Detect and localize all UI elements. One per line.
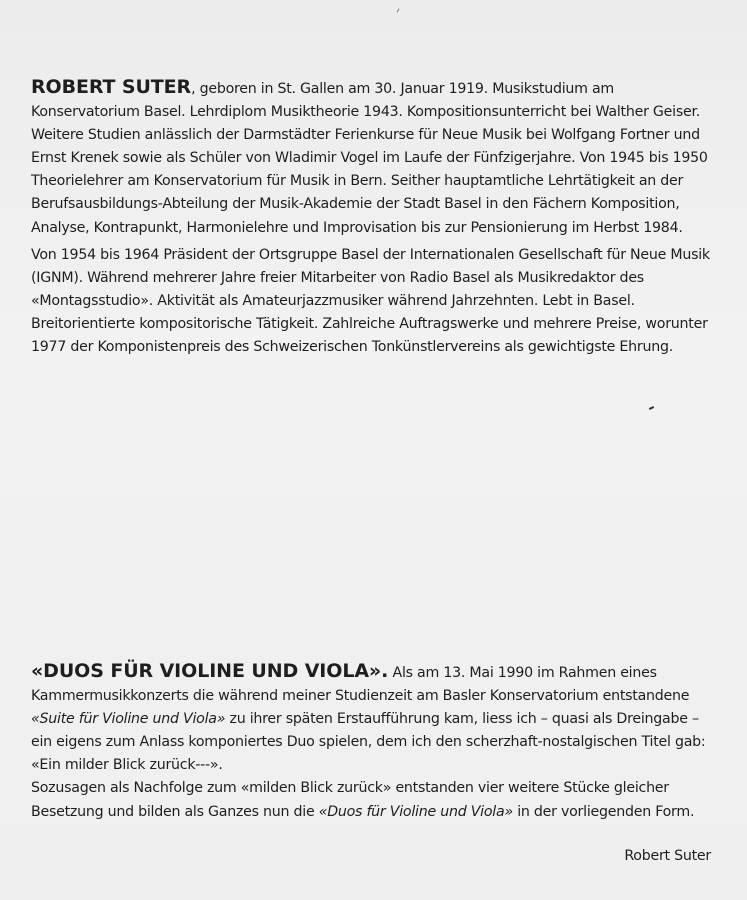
scan-speck — [649, 406, 654, 410]
biography-intro-text: , geboren in St. Gallen am 30. Januar 1919. Musikstudium am Konservatorium Basel. Lehrdiplom Musiktheorie 1943. Kompositionsunterricht bei Walther Geiser. — [31, 81, 700, 121]
duos-paragraph-2 — [31, 777, 721, 823]
duos-paragraph-1 — [31, 660, 721, 777]
duos-text-1: Als am 13. Mai 1990 im Rahmen eines Kammermusikkonzerts die während meiner Studienzeit am Basler Konservatorium entstandene — [31, 665, 690, 705]
duos-text-3: Sozusagen als Nachfolge zum «milden Blick zurück» entstanden vier weitere Stücke gleicher Besetzung und bilden als Ganzes nun die — [31, 780, 669, 820]
biography-section — [31, 76, 721, 363]
duos-text-4: in der vorliegenden Form. — [512, 803, 695, 820]
scan-mark — [397, 9, 400, 13]
composer-name-heading: ROBERT SUTER — [31, 76, 192, 98]
biography-paragraph-1 — [31, 76, 721, 240]
duos-work-title: «Duos für Violine und Viola» — [318, 803, 513, 820]
duos-title-heading: «DUOS FÜR VIOLINE UND VIOLA». — [31, 660, 389, 682]
suite-work-title: «Suite für Violine und Viola» — [31, 711, 226, 728]
duos-text-2: zu ihrer späten Erstaufführung kam, liess ich – quasi als Dreingabe – ein eigens zum Anlass komponiertes Duo spielen, dem ich den scherzhaft-nostalgischen Titel gab: «Ein milder Blick zurück---». — [31, 711, 706, 774]
biography-studies-text: Weitere Studien anlässlich der Darmstädter Ferienkurse für Neue Musik bei Wolfgang Fortner und Ernst Krenek sowie als Schüler von Wladimir Vogel im Laufe der Fünfzigerjahre. Von 1945 bis 1950 Theorielehrer am Konservatorium für Musik in Bern. Seither hauptamtliche Lehrtätigkeit an der Berufsausbildungs-Abteilung der Musik-Akademie der Stadt Basel in den Fächern Komposition, Analyse, Kontrapunkt, Harmonielehre und Improvisation bis zur Pensionierung im Herbst 1984. — [31, 127, 708, 236]
biography-paragraph-2: Von 1954 bis 1964 Präsident der Ortsgruppe Basel der Internationalen Gesellschaft für Neue Musik (IGNM). Während mehrerer Jahre freier Mitarbeiter von Radio Basel als Musikredaktor des «Montagsstudio». Aktivität als Amateurjazzmusiker während Jahrzehnten. Lebt in Basel. Breitorientierte kompositorische Tätigkeit. Zahlreiche Auftragswerke und mehrere Preise, worunter 1977 der Komponistenpreis des Schweizerischen Tonkünstlervereins als gewichtigste Ehrung. — [31, 246, 710, 356]
author-signature: Robert Suter — [624, 848, 711, 864]
duos-section — [31, 660, 721, 824]
